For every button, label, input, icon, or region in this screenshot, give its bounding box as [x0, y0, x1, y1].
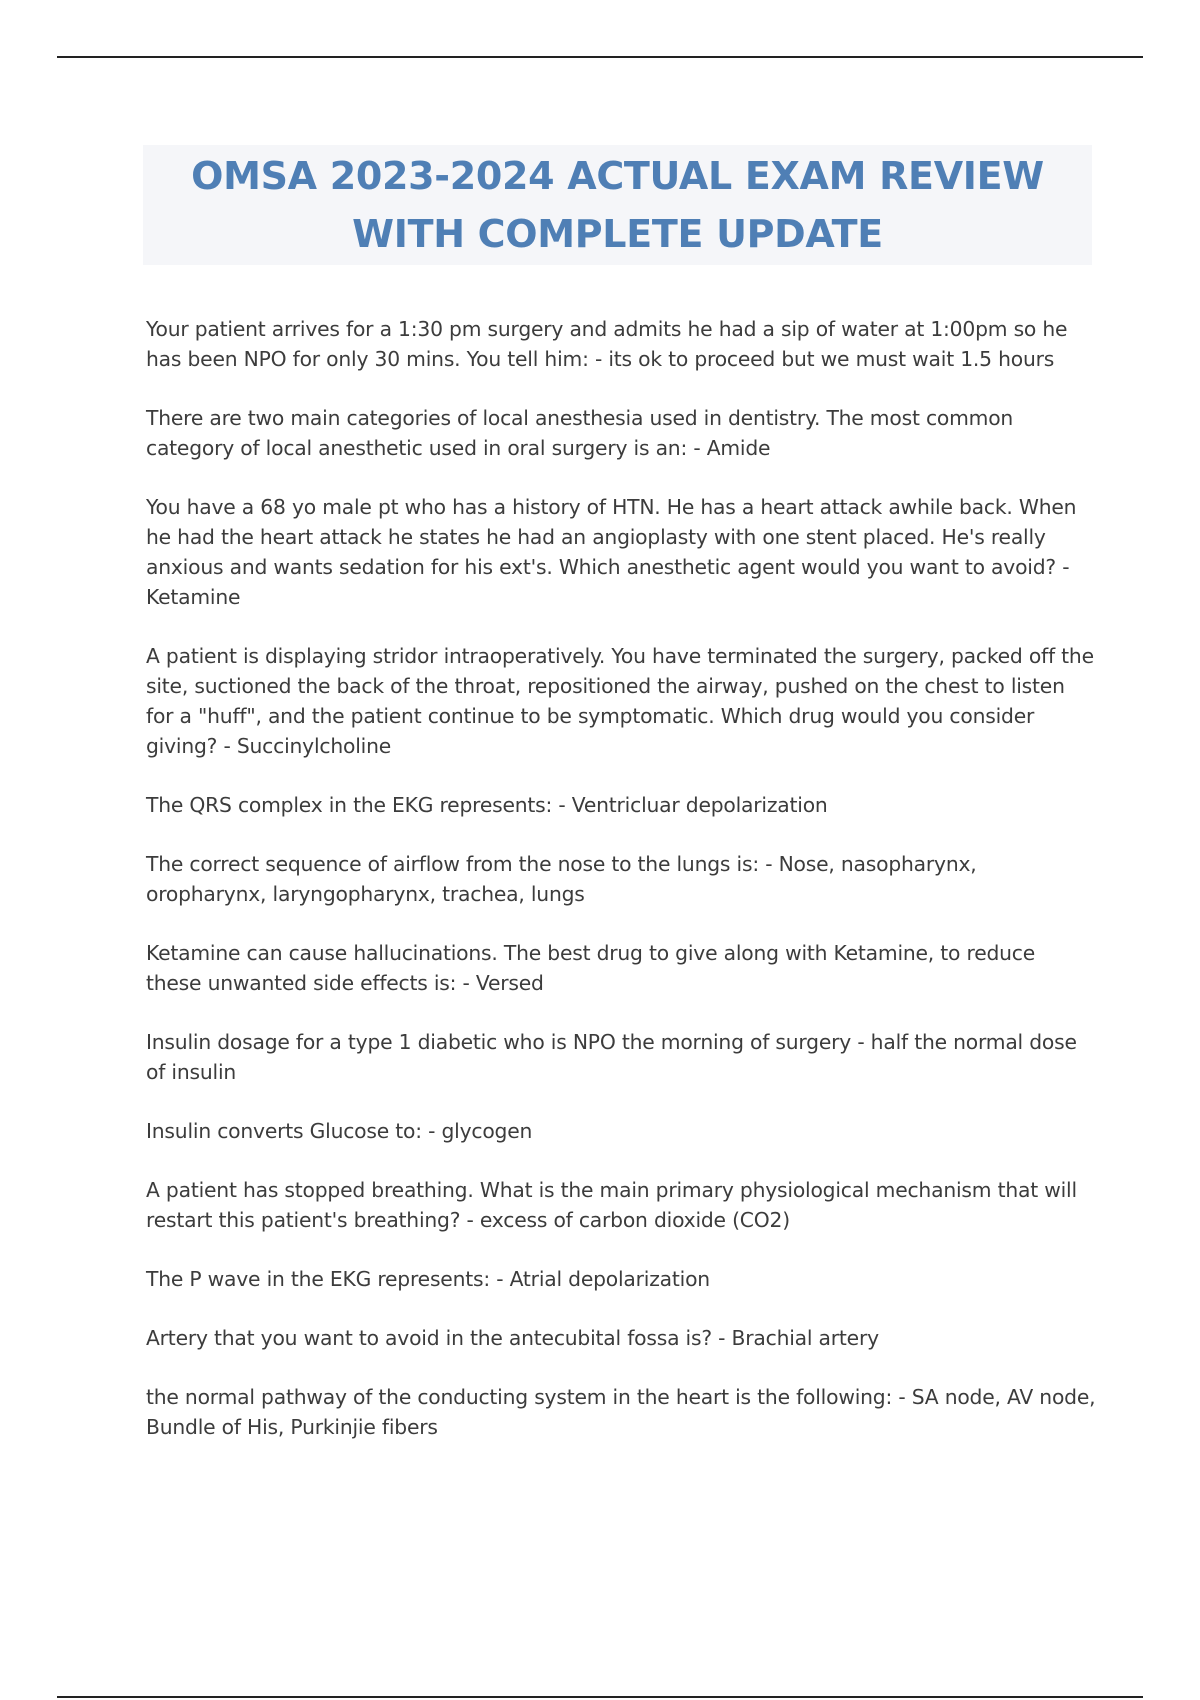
- question-item-13: the normal pathway of the conducting system in the heart is the following: - SA node, AV node, Bundle of His, Purkinjie fibers: [146, 1385, 1096, 1439]
- question-item-6: The correct sequence of airflow from the nose to the lungs is: - Nose, nasopharynx, oropharynx, laryngopharynx, trachea, lungs: [146, 852, 977, 906]
- question-item-7: Ketamine can cause hallucinations. The best drug to give along with Ketamine, to reduce these unwanted side effects is: - Versed: [146, 941, 1036, 995]
- question-item-1: Your patient arrives for a 1:30 pm surgery and admits he had a sip of water at 1:00pm so he has been NPO for only 30 mins. You tell him: - its ok to proceed but we must wait 1.5 hours: [146, 317, 1068, 371]
- question-item-11: The P wave in the EKG represents: - Atrial depolarization: [146, 1267, 710, 1291]
- question-item-3: You have a 68 yo male pt who has a history of HTN. He has a heart attack awhile back. When he had the heart attack he states he had an angioplasty with one stent placed. He's really anxious and wants sedation for his ext's. Which anesthetic agent would you want to avoid? - Ketamine: [146, 495, 1077, 609]
- footer-rule: [57, 1696, 1143, 1698]
- question-item-8: Insulin dosage for a type 1 diabetic who is NPO the morning of surgery - half the normal dose of insulin: [146, 1030, 1077, 1084]
- header-rule: [57, 56, 1143, 58]
- document-title-line-1: OMSA 2023-2024 ACTUAL EXAM REVIEW: [191, 154, 1044, 198]
- question-item-10: A patient has stopped breathing. What is the main primary physiological mechanism that will restart this patient's breathing? - excess of carbon dioxide (CO2): [146, 1178, 1077, 1232]
- question-item-5: The QRS complex in the EKG represents: - Ventricluar depolarization: [146, 793, 828, 817]
- question-item-12: Artery that you want to avoid in the antecubital fossa is? - Brachial artery: [146, 1326, 879, 1350]
- question-item-2: There are two main categories of local anesthesia used in dentistry. The most common category of local anesthetic used in oral surgery is an: - Amide: [146, 406, 1014, 460]
- question-item-9: Insulin converts Glucose to: - glycogen: [146, 1119, 533, 1143]
- question-list: [146, 314, 1096, 1471]
- document-title-line-2: WITH COMPLETE UPDATE: [352, 212, 883, 256]
- document-title-block: [143, 145, 1092, 265]
- question-item-4: A patient is displaying stridor intraoperatively. You have terminated the surgery, packed off the site, suctioned the back of the throat, repositioned the airway, pushed on the chest to listen for a "huff", and the patient continue to be symptomatic. Which drug would you consider giving? - Succinylcholine: [146, 644, 1094, 758]
